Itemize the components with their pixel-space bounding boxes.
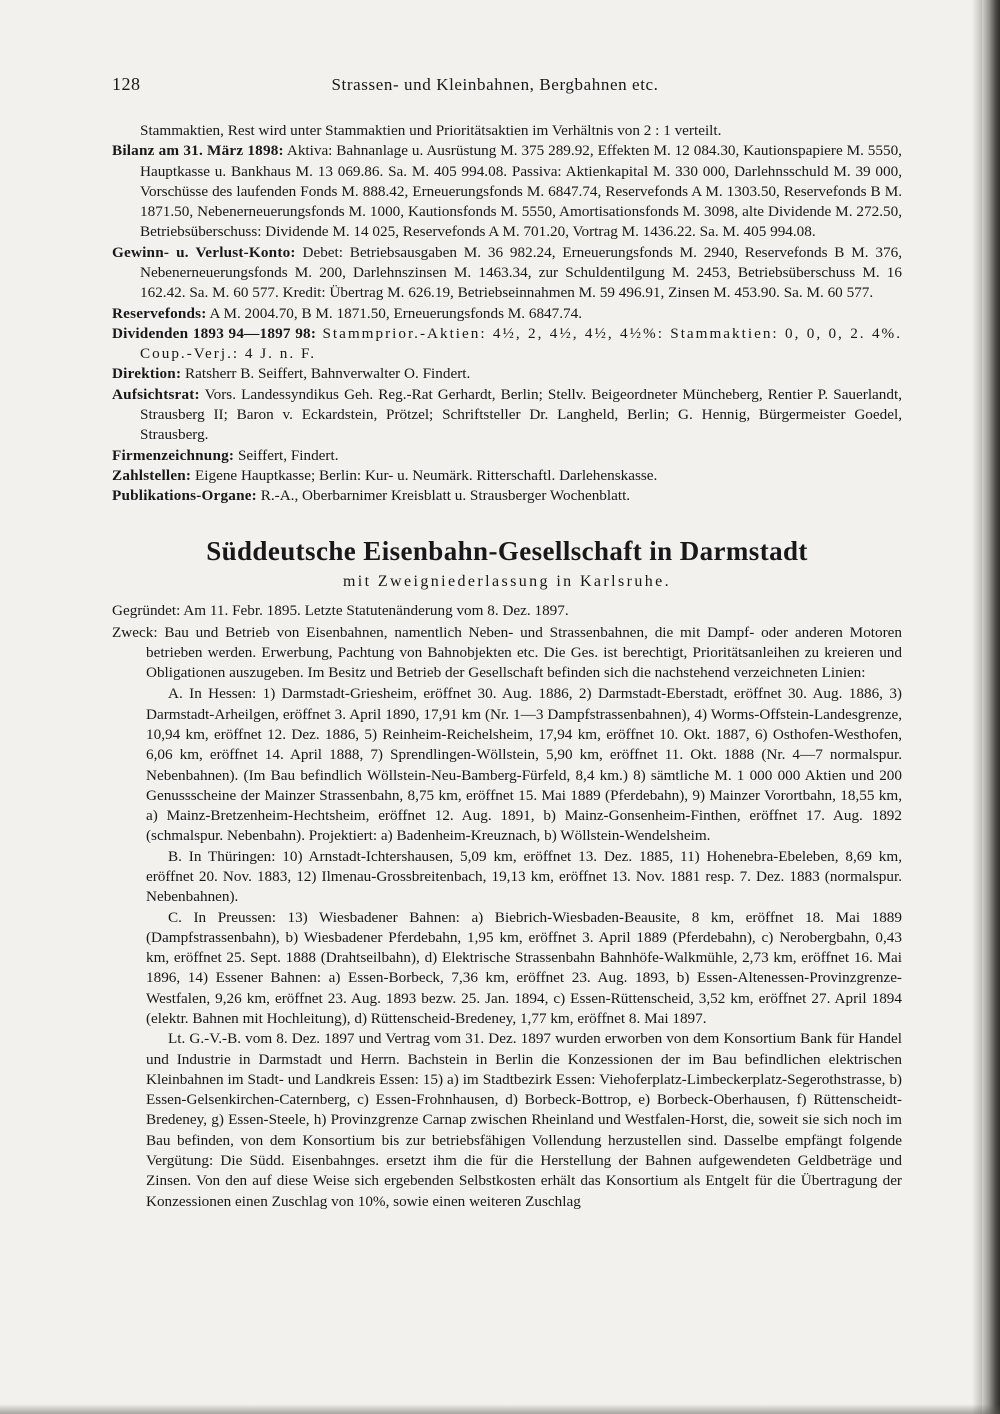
previous-entry-block [112,121,902,506]
entry-label-signature: Firmenzeichnung: [112,446,235,464]
page-number: 128 [112,74,141,94]
company-subtitle: mit Zweigniederlassung in Karlsruhe. [342,573,672,591]
entry-paying-agents [112,466,902,486]
entry-text-publication-organs: R.-A., Oberbarnimer Kreisblatt u. Strausberger Wochenblatt. [256,487,631,505]
entry-supervisory-board [112,385,902,446]
entry-label-balance: Bilanz am 31. März 1898: [112,142,284,160]
entry-signature [112,446,902,466]
entry-label-supervisory-board: Aufsichtsrat: [112,385,200,403]
purpose-text: Bau und Betrieb von Eisenbahnen, namentlich Neben- und Strassenbahnen, die mit Dampf- oder anderen Motoren betrieben werden. Erwerbung, Pachtung von Bahnobjekten etc. Die Ges. ist berechtigt, Prioritätsanleihen zu kreieren und Obligationen auszugeben. Im Besitz und Betrieb der Gesellschaft befinden sich die nachstehend verzeichneten Linien: [146,623,902,682]
entry-reserve-funds [112,304,902,324]
entry-label-publication-organs: Publikations-Organe: [112,487,257,505]
lines-thueringen: B. In Thüringen: 10) Arnstadt-Ichtershausen, 5,09 km, eröffnet 13. Dez. 1885, 11) Hohenebra-Ebeleben, 8,69 km, eröffnet 20. Nov. 1883, 12) Ilmenau-Grossbreitenbach, 19,13 km, eröffnet 13. Nov. 1881 resp. 7. Dez. 1883 (normalspur. Nebenbahnen). [146,847,902,906]
founded-text: Am 11. Febr. 1895. Letzte Statutenänderung vom 8. Dez. 1897. [180,602,569,620]
purpose-line [112,623,902,684]
running-head [112,74,902,95]
founded-line [112,601,902,621]
entry-text-balance: Aktiva: Bahnanlage u. Ausrüstung M. 375 289.92, Effekten M. 12 084.30, Kautionspapiere M. 5550, Hauptkasse u. Bankhaus M. 13 069.86. Sa. M. 405 994.08. Passiva: Aktienkapital M. 330 000, Darlehnsschuld M. 39 000, Vorschüsse des laufenden Fonds M. 888.42, Erneuerungsfonds M. 6847.74, Reservefonds A M. 1303.50, Reservefonds B M. 1871.50, Nebenerneuerungsfonds M. 1000, Kautionsfonds M. 5550, Amortisationsfonds M. 3098, alte Dividende M. 272.50, Betriebsüberschuss: Dividende M. 14 025, Reservefonds A M. 701.20, Vortrag M. 1436.22. Sa. M. 405 994.08. [140,142,902,241]
entry-text-dividends: Stammprior.-Aktien: 4½, 2, 4½, 4½, 4½%: Stammaktien: 0, 0, 0, 2. 4%. Coup.-Verj.: 4 J. n. F. [140,324,902,363]
lines-preussen: C. In Preussen: 13) Wiesbadener Bahnen: a) Biebrich-Wiesbaden-Beausite, 8 km, eröffnet 18. Mai 1889 (Dampfstrassenbahn), b) Wiesbadener Pferdebahn, 1,95 km, eröffnet 3. April 1889 (Pferdebahn), c) Nerobergbahn, 0,43 km, eröffnet 25. Sept. 1888 (Drahtseilbahn), d) Elektrische Strassenbahn Bahnhöfe-Walkmühle, 2,73 km, eröffnet 16. Mai 1896, 14) Essener Bahnen: a) Essen-Borbeck, 7,36 km, eröffnet 23. Aug. 1893, b) Essen-Altenessen-Provinzgrenze-Westfalen, 9,26 km, eröffnet 23. Aug. 1893 bezw. 25. Jan. 1894, c) Essen-Rüttenscheid, 3,52 km, eröffnet 27. April 1894 (elektr. Bahnen mit Hochleitung), d) Rüttenscheid-Bredeney, 1,77 km, eröffnet 8. Mai 1897. [146,908,902,1027]
scan-shadow [972,0,982,1414]
entry-text-supervisory-board: Vors. Landessyndikus Geh. Reg.-Rat Gerhardt, Berlin; Stellv. Beigeordneter Müncheberg, Rentier P. Sauerlandt, Strausberg II; Baron v. Eckardstein, Prötzel; Schriftsteller Dr. Langheld, Berlin; G. Hennig, Bürgermeister Goedel, Strausberg. [140,385,902,444]
entry-publication-organs [112,486,902,506]
company-section [112,601,902,1211]
company-title: Süddeutsche Eisenbahn-Gesellschaft in Darmstadt [206,536,808,567]
lines-hessen: A. In Hessen: 1) Darmstadt-Griesheim, eröffnet 30. Aug. 1886, 2) Darmstadt-Eberstadt, eröffnet 30. Aug. 1886, 3) Darmstadt-Arheilgen, eröffnet 3. April 1890, 17,91 km (Nr. 1—3 Dampfstrassenbahnen), 4) Worms-Offstein-Landesgrenze, 10,94 km, eröffnet 12. Dez. 1886, 5) Reinheim-Reichelsheim, 17,94 km, eröffnet 10. Okt. 1887, 6) Osthofen-Westhofen, 6,06 km, eröffnet 14. April 1888, 7) Sprendlingen-Wöllstein, 5,90 km, eröffnet 11. Okt. 1888 (Nr. 4—7 normalspur. Nebenbahnen). (Im Bau befindlich Wöllstein-Neu-Bamberg-Fürfeld, 8,4 km.) 8) sämtliche M. 1 000 000 Aktien und 200 Genussscheine der Mainzer Strassenbahn, 8,75 km, eröffnet 15. Mai 1889 (Pferdebahn), 9) Mainzer Vorortbahn, 18,55 km, a) Mainz-Bretzenheim-Hechtsheim, eröffnet 12. Aug. 1891, b) Mainz-Gonsenheim-Finthen, eröffnet 17. Aug. 1892 (schmalspur. Nebenbahn). Projektiert: a) Badenheim-Kreuznach, b) Wöllstein-Wendelsheim. [146,685,902,845]
scan-bottom-shadow [0,1404,1000,1414]
entry-text-reserve-funds: A M. 2004.70, B M. 1871.50, Erneuerungsfonds M. 6847.74. [206,304,583,322]
entry-text-signature: Seiffert, Findert. [234,446,339,464]
page-content [112,74,902,1212]
entry-label-direction: Direktion: [112,365,182,383]
entry-text-paying-agents: Eigene Hauptkasse; Berlin: Kur- u. Neumärk. Ritterschaftl. Darlehenskasse. [191,466,658,484]
consortium-agreement: Lt. G.-V.-B. vom 8. Dez. 1897 und Vertrag vom 31. Dez. 1897 wurden erworben von dem Konsortium Bank für Handel und Industrie in Darmstadt und Herrn. Bachstein in Berlin die Konzessionen der im Bau befindlichen elektrischen Kleinbahnen im Stadt- und Landkreis Essen: 15) a) im Stadtbezirk Essen: Viehoferplatz-Limbeckerplatz-Segerothstrasse, b) Essen-Gelsenkirchen-Caternberg, c) Essen-Frohnhausen, d) Borbeck-Bottrop, e) Borbeck-Oberhausen, f) Rüttenscheidt-Bredeney, g) Essen-Steele, h) Provinzgrenze Carnap zwischen Rheinland und Westfalen-Horst, die, soweit sie sich noch im Bau befinden, von dem Konsortium bis zur betriebsfähigen Vollendung herzustellen sind. Dasselbe empfängt folgende Vergütung: Die Südd. Eisenbahnges. ersetzt ihm die für die Herstellung der Bahnen aufgewendeten Geldbeträge und Zinsen. Von den auf diese Weise sich ergebenden Selbstkosten erhält das Konsortium als Entgelt für die Übertragung der Konzessionen einen Zuschlag von 10%, sowie einen weiteren Zuschlag [146,1030,902,1210]
entry-direction [112,364,902,384]
entry-label-profit-loss: Gewinn- u. Verlust-Konto: [112,243,296,261]
running-head-title: Strassen- und Kleinbahnen, Bergbahnen etc. [331,75,659,94]
lead-paragraph: Stammaktien, Rest wird unter Stammaktien und Prioritätsaktien im Verhältnis von 2 : 1 verteilt. [140,122,722,139]
entry-profit-loss [112,243,902,304]
entry-text-profit-loss: Debet: Betriebsausgaben M. 36 982.24, Erneuerungsfonds M. 2940, Reservefonds B M. 376, Nebenerneuerungsfonds M. 200, Darlehnszinsen M. 1463.34, zur Schuldentilgung M. 2453, Betriebsüberschuss M. 16 162.42. Sa. M. 60 577. Kredit: Übertrag M. 626.19, Betriebseinnahmen M. 59 496.91, Zinsen M. 453.90. Sa. M. 60 577. [140,243,902,302]
entry-text-direction: Ratsherr B. Seiffert, Bahnverwalter O. Findert. [181,365,471,383]
entry-label-reserve-funds: Reservefonds: [112,304,207,322]
entry-label-paying-agents: Zahlstellen: [112,466,192,484]
entry-label-dividends: Dividenden 1893 94—1897 98: [112,324,317,342]
scan-binding-edge [982,0,1000,1414]
founded-label: Gegründet: [112,602,181,620]
entry-balance [112,141,902,242]
purpose-label: Zweck: [112,623,158,641]
company-heading-block [112,536,902,591]
entry-dividends [112,324,902,365]
